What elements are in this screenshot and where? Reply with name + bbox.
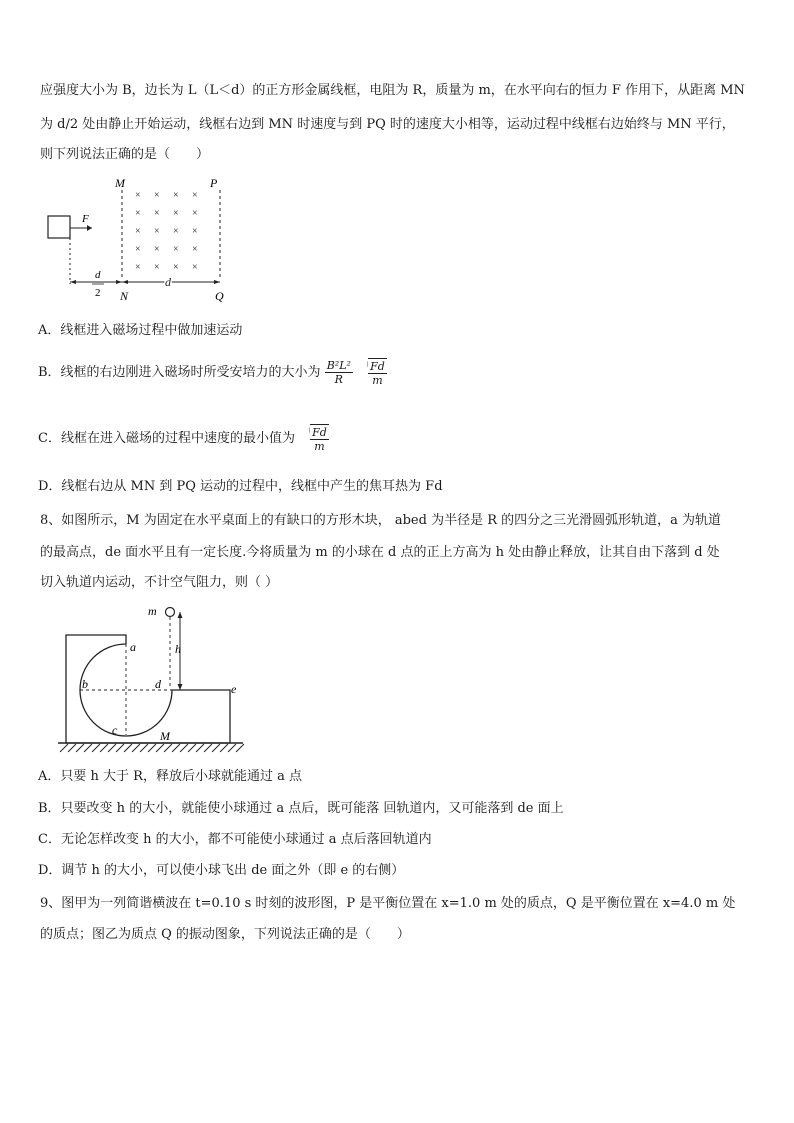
- label-M: M: [115, 176, 125, 190]
- svg-text:×: ×: [135, 190, 141, 201]
- fraction-denominator: R: [334, 373, 343, 386]
- q7-option-b-fraction: [325, 359, 353, 386]
- label-N: N: [120, 289, 129, 303]
- label-a: a: [130, 640, 136, 654]
- q7-line-1: 应强度大小为 B，边长为 L（L＜d）的正方形金属线框，电阻为 R，质量为 m，在水平向右的恒力 F 作用下，从距离 MN: [40, 83, 745, 98]
- svg-text:×: ×: [154, 190, 160, 201]
- svg-text:×: ×: [135, 262, 141, 273]
- svg-text:×: ×: [173, 226, 179, 237]
- q7-option-b-text: B．线框的右边刚进入磁场时所受安培力的大小为: [38, 365, 321, 380]
- svg-text:×: ×: [192, 208, 198, 219]
- label-M: M: [160, 729, 170, 743]
- svg-text:×: ×: [173, 262, 179, 273]
- label-half-den: 2: [95, 287, 101, 299]
- ball-m: [166, 608, 175, 617]
- svg-text:×: ×: [192, 226, 198, 237]
- q8-option-a: A．只要 h 大于 R，释放后小球就能通过 a 点: [38, 769, 302, 784]
- sqrt-numerator: Fd: [370, 360, 385, 373]
- label-c: c: [112, 723, 118, 737]
- q8-line-1: 8、如图所示，M 为固定在水平桌面上的有缺口的方形木块， abed 为半径是 R 的四分之三光滑圆弧形轨道，a 为轨道: [40, 513, 722, 528]
- svg-text:×: ×: [154, 262, 160, 273]
- svg-text:×: ×: [135, 226, 141, 237]
- q9-line-1: 9、图甲为一列简谐横波在 t=0.10 s 时刻的波形图，P 是平衡位置在 x=1.0 m 处的质点，Q 是平衡位置在 x=4.0 m 处: [40, 896, 736, 911]
- label-Q: Q: [215, 289, 224, 303]
- svg-text:×: ×: [192, 244, 198, 255]
- label-d: d: [165, 275, 171, 289]
- svg-text:×: ×: [154, 244, 160, 255]
- field-marks: [135, 190, 198, 273]
- q7-option-c-text: C．线框在进入磁场的过程中速度的最小值为: [38, 431, 295, 446]
- svg-text:×: ×: [173, 244, 179, 255]
- q7-option-d: D．线框右边从 MN 到 PQ 运动的过程中，线框中产生的焦耳热为 Fd: [38, 479, 443, 494]
- fraction-numerator: B²L²: [326, 359, 351, 372]
- q8-option-c: C．无论怎样改变 h 的大小，都不可能使小球通过 a 点后落回轨道内: [38, 832, 432, 847]
- square-frame: [48, 216, 70, 238]
- q8-line-3: 切入轨道内运动，不计空气阻力，则（ ）: [40, 575, 279, 590]
- wooden-block-M: [66, 635, 230, 743]
- svg-text:×: ×: [135, 208, 141, 219]
- label-b: b: [82, 677, 88, 691]
- q8-option-d: D．调节 h 的大小，可以使小球飞出 de 面之外（即 e 的右侧）: [38, 863, 405, 878]
- label-F: F: [82, 213, 89, 225]
- label-m: m: [148, 604, 157, 618]
- q7-option-c: [38, 424, 329, 453]
- sqrt-denominator: m: [314, 440, 325, 453]
- label-e: e: [231, 682, 237, 696]
- svg-text:×: ×: [173, 190, 179, 201]
- svg-text:×: ×: [135, 244, 141, 255]
- label-h: h: [175, 642, 181, 656]
- q7-option-c-sqrt: [299, 424, 329, 453]
- svg-text:×: ×: [154, 226, 160, 237]
- q7-magnetic-field-figure: [40, 172, 240, 307]
- label-half-num: d: [95, 269, 101, 281]
- q7-option-a: A．线框进入磁场过程中做加速运动: [38, 323, 243, 338]
- q8-line-2: 的最高点，de 面水平且有一定长度.今将质量为 m 的小球在 d 点的正上方高为 h 处由静止释放，让其自由下落到 d 处: [40, 545, 720, 560]
- svg-text:×: ×: [192, 190, 198, 201]
- label-d: d: [155, 677, 161, 691]
- q8-option-b: B．只要改变 h 的大小，就能使小球通过 a 点后，既可能落 回轨道内，又可能落到 de 面上: [38, 801, 564, 816]
- svg-text:×: ×: [192, 262, 198, 273]
- q8-track-figure: [48, 600, 258, 760]
- svg-text:×: ×: [173, 208, 179, 219]
- sqrt-denominator: m: [372, 374, 383, 387]
- q7-option-b-sqrt: [357, 358, 387, 387]
- ground-hatch: [60, 744, 244, 752]
- sqrt-numerator: Fd: [312, 426, 327, 439]
- q9-line-2: 的质点；图乙为质点 Q 的振动图象，下列说法正确的是（ ）: [40, 927, 410, 942]
- label-P: P: [210, 176, 218, 190]
- q7-line-2: 为 d/2 处由静止开始运动，线框右边到 MN 时速度与到 PQ 时的速度大小相等，运动过程中线框右边始终与 MN 平行，: [40, 117, 735, 132]
- svg-text:×: ×: [154, 208, 160, 219]
- q7-line-3: 则下列说法正确的是（ ）: [40, 147, 210, 162]
- q7-option-b: [38, 358, 387, 387]
